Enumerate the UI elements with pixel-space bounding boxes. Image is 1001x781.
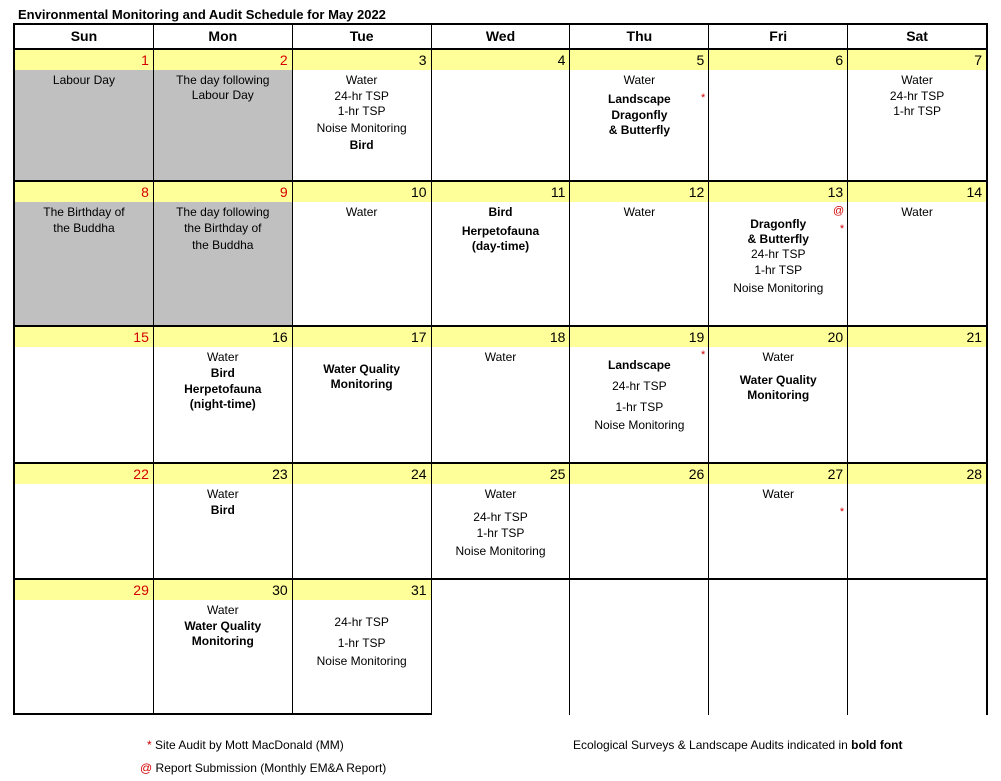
day-cell: [15, 182, 154, 325]
day-cell: [432, 182, 571, 325]
day-number: 18: [432, 327, 570, 347]
day-number: 9: [154, 182, 292, 202]
day-cell: [154, 327, 293, 462]
day-cell: [293, 182, 432, 325]
day-activities: [154, 202, 292, 253]
activity-item: Dragonfly: [611, 108, 668, 122]
day-number: 15: [15, 327, 153, 347]
day-number: 30: [154, 580, 292, 600]
day-number: 27: [709, 464, 847, 484]
activity-item: 1-hr TSP: [754, 263, 803, 277]
day-number: 16: [154, 327, 292, 347]
day-cell: [293, 464, 432, 578]
day-cell: [154, 580, 293, 715]
day-cell: [15, 580, 154, 715]
day-activities: [570, 347, 708, 433]
day-number: 28: [848, 464, 986, 484]
activity-item: Water: [345, 73, 378, 87]
activity-item: Dragonfly: [750, 217, 807, 231]
report-text: Report Submission (Monthly EM&A Report): [152, 761, 387, 775]
ecological-text: Ecological Surveys & Landscape Audits indicated in: [573, 738, 852, 752]
report-marker: @: [140, 761, 153, 775]
day-activities: [154, 600, 292, 649]
activity-item: Monitoring: [747, 388, 810, 402]
day-activities: [432, 70, 570, 73]
activity-item: Water: [901, 73, 933, 87]
day-number: 11: [432, 182, 570, 202]
activity-item: 1-hr TSP: [893, 104, 941, 118]
day-activities: [848, 202, 986, 220]
day-cell: [293, 50, 432, 180]
empty-cell: [709, 580, 848, 715]
day-number: 19: [570, 327, 708, 347]
weekday-header: [15, 25, 986, 48]
activity-item: the Buddha: [53, 221, 115, 235]
day-activities: [709, 484, 847, 502]
report-submission-marker: @: [832, 205, 845, 217]
empty-cell: [570, 580, 709, 715]
day-number: 12: [570, 182, 708, 202]
empty-cell: [848, 580, 986, 715]
activity-item: Monitoring: [191, 634, 254, 648]
weekday-sat: Sat: [906, 28, 928, 44]
activity-item: Water: [484, 487, 517, 501]
day-number: 13: [709, 182, 847, 202]
day-activities: [709, 202, 847, 296]
calendar-grid: [13, 23, 988, 715]
day-number: 20: [709, 327, 847, 347]
activity-item: Water Quality: [184, 619, 262, 633]
day-activities: [154, 484, 292, 518]
day-cell: [570, 464, 709, 578]
activity-item: 24-hr TSP: [334, 89, 389, 103]
day-number: 17: [293, 327, 431, 347]
day-number: 5: [570, 50, 708, 70]
weekday-tue: Tue: [293, 25, 432, 48]
site-audit-text: Site Audit by Mott MacDonald (MM): [151, 738, 344, 752]
day-number: 24: [293, 464, 431, 484]
day-activities: [570, 202, 708, 220]
legend-ecological: [573, 738, 902, 752]
activity-item: 1-hr TSP: [337, 104, 386, 118]
day-activities: [848, 70, 986, 119]
activity-item: Monitoring: [330, 377, 393, 391]
day-activities: [15, 202, 153, 236]
day-activities: [848, 484, 986, 487]
weekday-thu: Thu: [570, 25, 709, 48]
activity-item: Noise Monitoring: [455, 544, 546, 558]
day-activities: [15, 70, 153, 88]
activity-item: Water: [762, 350, 794, 364]
day-activities: [15, 347, 153, 350]
day-number: 31: [293, 580, 431, 600]
activity-item: Water: [345, 205, 378, 219]
activity-item: Water: [207, 350, 239, 364]
day-activities: [154, 70, 292, 103]
day-activities: [570, 484, 708, 487]
activity-item: Bird: [210, 503, 235, 517]
day-activities: [570, 70, 708, 138]
activity-item: 24-hr TSP: [750, 247, 806, 261]
day-cell: [709, 464, 848, 578]
activity-item: 1-hr TSP: [337, 636, 386, 650]
day-cell: [570, 50, 709, 180]
site-audit-marker: *: [701, 92, 706, 104]
day-number: 25: [432, 464, 570, 484]
day-activities: [154, 347, 292, 412]
activity-item: Noise Monitoring: [316, 121, 407, 135]
day-cell: [709, 327, 848, 462]
activity-item: Landscape: [608, 358, 671, 372]
week-row: [15, 578, 986, 715]
day-activities: [293, 347, 431, 392]
day-cell: [709, 50, 848, 180]
day-cell: [154, 50, 293, 180]
day-cell: [293, 327, 432, 462]
activity-item: 1-hr TSP: [615, 400, 664, 414]
activity-item: Labour Day: [52, 73, 115, 87]
day-number: 2: [154, 50, 292, 70]
day-cell: [15, 464, 154, 578]
day-cell: [432, 327, 571, 462]
activity-item: Water Quality: [323, 362, 401, 376]
week-row: [15, 180, 986, 325]
site-audit-marker: *: [701, 349, 706, 361]
activity-item: Water: [484, 350, 517, 364]
activity-item: the Buddha: [192, 238, 254, 252]
day-number: 21: [848, 327, 986, 347]
activity-item: Landscape: [608, 92, 671, 106]
day-number: 23: [154, 464, 292, 484]
day-cell: [293, 580, 432, 715]
empty-cell: [432, 580, 571, 715]
day-number: 6: [709, 50, 847, 70]
activity-item: Water: [207, 487, 239, 501]
weekday-fri: Fri: [709, 25, 848, 48]
activity-item: The Birthday of: [43, 205, 125, 219]
activity-item: 1-hr TSP: [476, 526, 525, 540]
activity-item: 24-hr TSP: [473, 510, 528, 524]
activity-item: 24-hr TSP: [334, 615, 389, 629]
day-activities: [432, 202, 570, 254]
day-cell: [154, 182, 293, 325]
activity-item: the Birthday of: [184, 221, 262, 235]
activity-item: Water: [762, 487, 794, 501]
activity-item: Water: [623, 205, 656, 219]
day-number: 22: [15, 464, 153, 484]
weekday-wed: Wed: [432, 25, 571, 48]
day-cell: [432, 464, 571, 578]
day-cell: [709, 182, 848, 325]
day-cell: [432, 50, 571, 180]
legend-site-audit: [147, 738, 344, 752]
activity-item: Water: [623, 73, 656, 87]
activity-item: 24-hr TSP: [889, 89, 945, 103]
day-activities: [848, 347, 986, 350]
activity-item: Noise Monitoring: [733, 281, 824, 295]
day-number: 10: [293, 182, 431, 202]
day-number: 3: [293, 50, 431, 70]
day-number: 7: [848, 50, 986, 70]
day-activities: [293, 70, 431, 153]
day-activities: [709, 70, 847, 73]
activity-item: (night-time): [189, 397, 256, 411]
day-activities: [15, 600, 153, 603]
day-cell: [848, 182, 986, 325]
day-activities: [432, 347, 570, 365]
activity-item: The day following: [176, 73, 270, 87]
activity-item: Labour Day: [191, 88, 254, 102]
weekday-sun: Sun: [15, 25, 154, 48]
week-row: [15, 48, 986, 180]
activity-item: Noise Monitoring: [316, 654, 407, 668]
day-number: 4: [432, 50, 570, 70]
site-audit-marker: *: [147, 738, 152, 752]
day-cell: [154, 464, 293, 578]
day-activities: [293, 202, 431, 220]
day-activities: [293, 484, 431, 487]
activity-item: Noise Monitoring: [594, 418, 685, 432]
activity-item: The day following: [176, 205, 270, 219]
activity-item: Bird: [210, 366, 235, 380]
activity-item: & Butterfly: [608, 123, 671, 137]
activity-item: Water: [901, 205, 933, 219]
day-activities: [432, 484, 570, 559]
day-cell: [15, 50, 154, 180]
week-row: [15, 325, 986, 462]
day-cell: [848, 327, 986, 462]
day-activities: [15, 484, 153, 487]
day-number: 8: [15, 182, 153, 202]
day-number: 29: [15, 580, 153, 600]
activity-item: Herpetofauna: [461, 224, 540, 238]
page-title: Environmental Monitoring and Audit Schedule for May 2022: [18, 7, 386, 22]
day-cell: [848, 50, 986, 180]
activity-item: Bird: [349, 138, 374, 152]
activity-item: Water: [207, 603, 239, 617]
day-cell: [570, 327, 709, 462]
activity-item: Bird: [488, 205, 513, 219]
day-number: 1: [15, 50, 153, 70]
weekday-mon: Mon: [154, 25, 293, 48]
activity-item: (day-time): [471, 239, 530, 253]
day-number: 26: [570, 464, 708, 484]
bold-font-text: bold font: [851, 738, 903, 752]
activity-item: & Butterfly: [747, 232, 809, 246]
day-number: 14: [848, 182, 986, 202]
activity-item: 24-hr TSP: [612, 379, 667, 393]
legend-report: [140, 761, 386, 775]
day-cell: [848, 464, 986, 578]
day-activities: [293, 600, 431, 669]
site-audit-marker: *: [839, 223, 845, 235]
activity-item: Water Quality: [739, 373, 817, 387]
activity-item: Herpetofauna: [184, 382, 262, 396]
day-cell: [570, 182, 709, 325]
site-audit-marker: *: [839, 506, 845, 518]
day-activities: [709, 347, 847, 403]
day-cell: [15, 327, 154, 462]
week-row: [15, 462, 986, 578]
